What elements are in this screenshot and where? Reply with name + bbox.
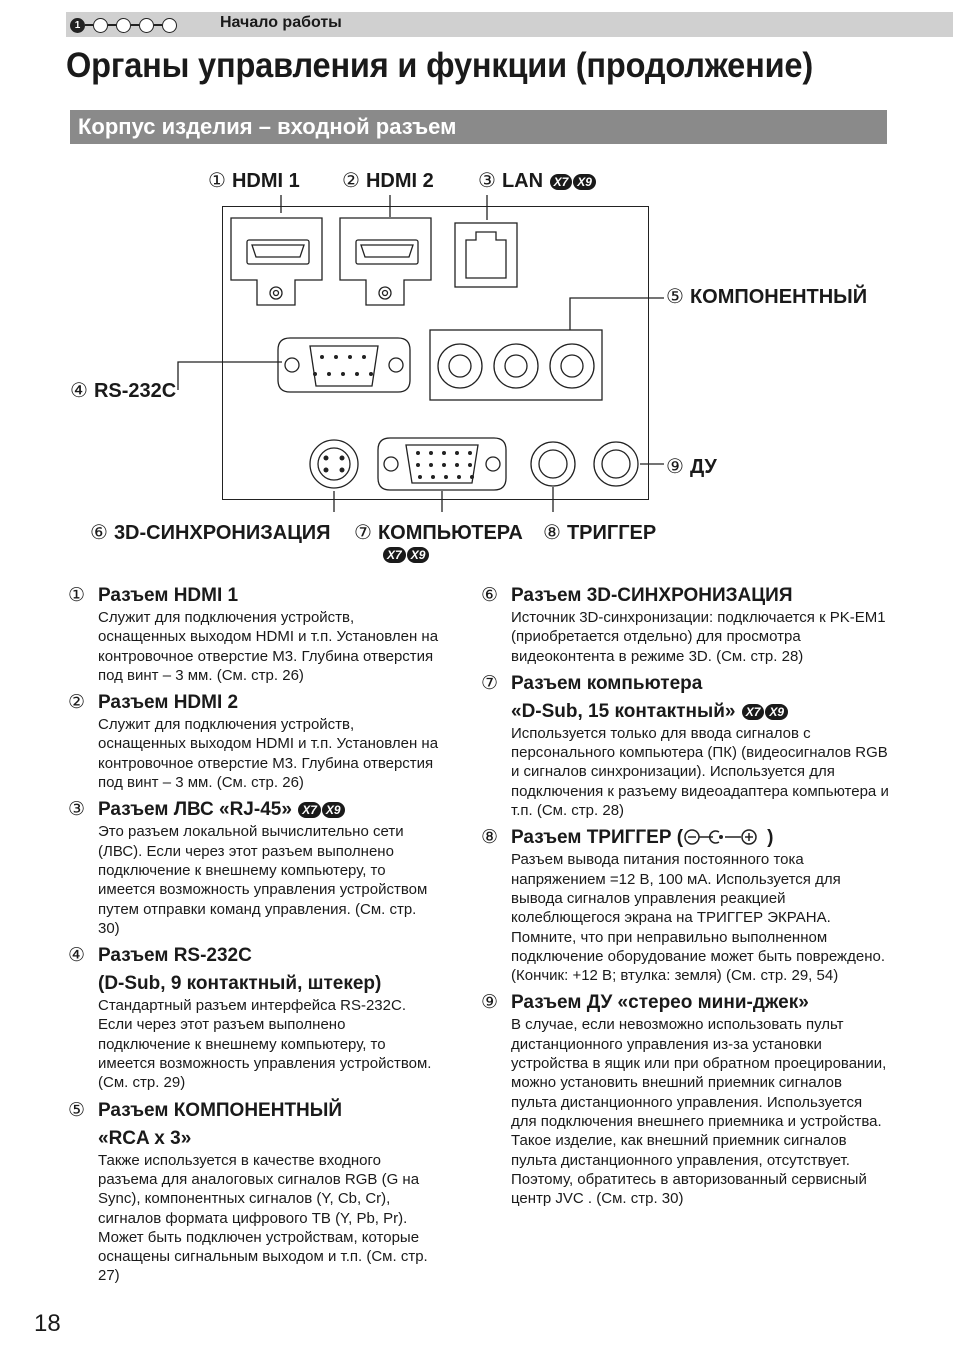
callout-3d-sync: ⑥ 3D-СИНХРОНИЗАЦИЯ — [90, 522, 331, 544]
right-column — [481, 584, 891, 1214]
x7-badge: X7 — [550, 174, 573, 190]
x7-badge: X7 — [298, 802, 321, 818]
item-remote: ⑨ Разъем ДУ «стерео мини-джек» В случае, если невозможно использовать пульт дистанционного управления из-за установки устройства в ящик или при обратном проецировании, можно установить внешний приемник сигналов пульта дистанционного управления. Используется для подключения внешнего приемника и устройства. Такое изделие, как внешний приемник сигналов пульта дистанционного управления, отсутствует. Поэтому, обратитесь в авторизованный сервисный центр JVC . (См. стр. 30) — [481, 992, 887, 1208]
item-lan: ③ Разъем ЛВС «RJ-45» X7 X9 Это разъем локальной вычислительно сети (ЛВС). Если через этот разъем выполнено подключение к внешнему компьютеру, то имеется возможность управления устройством путем отправки команд управления. (См. стр. 30) — [68, 799, 428, 937]
left-column — [68, 584, 440, 1292]
item-hdmi2: ② Разъем HDMI 2 Служит для подключения устройств, оснащенных выходом HDMI и т.п. Установлен на контровочное отверстие M3. Глубина отверстия под винт – 3 мм. (См. стр. 26) — [68, 692, 439, 792]
item-rs232c: ④ Разъем RS-232C (D-Sub, 9 контактный, штекер) Стандартный разъем интерфейса RS-232C. Если через этот разъем выполнено подключение к внешнему компьютеру, то имеется возможность управления устройством. (См. стр. 29) — [68, 945, 432, 1092]
item-component: ⑤ Разъем КОМПОНЕНТНЫЙ «RCA x 3» Также используется в качестве входного разъема для аналоговых сигналов RGB (G на Sync), компонентных сигналов (Y, Cb, Cr), сигналов формата цифрового ТВ (Y, Pb, Pr). Может быть подключен устройствам, которые оснащены сигнальным выходом и т.п. (См. стр. 27) — [68, 1099, 428, 1285]
section-name: Начало работы — [220, 14, 342, 31]
input-panel-frame — [222, 206, 649, 500]
x9-badge: X9 — [573, 174, 596, 190]
callout-trigger: ⑧ ТРИГГЕР — [543, 522, 657, 544]
item-3d-sync: ⑥ Разъем 3D-СИНХРОНИЗАЦИЯ Источник 3D-синхронизации: подключается к PK-EM1 (приобретается отдельно) для просмотра видеоконтента в режиме 3D. (См. стр. 28) — [481, 585, 886, 665]
x7-badge: X7 — [383, 547, 406, 563]
x9-badge: X9 — [765, 704, 788, 720]
x9-badge: X9 — [407, 547, 430, 563]
item-trigger: ⑧ Разъем ТРИГГЕР ( ) Разъем вывода питания постоянного тока напряжением =12 В, 100 мА. Используется для вывода сигналов управления реакцией колеблющегося экрана на ТРИГГЕР ЭКРАНА. Помните, что при неправильно выполненном подключение оборудование может быть повреждено. (Кончик: +12 В; втулка: земля) (См. стр. 29, 54) — [481, 827, 885, 985]
callout-rs232c: ④ RS-232C — [70, 380, 177, 402]
callout-computer: ⑦ КОМПЬЮТЕРА — [354, 522, 523, 544]
section-subtitle: Корпус изделия – входной разъем — [70, 110, 887, 144]
callout-computer-badges — [382, 546, 429, 563]
page-title: Органы управления и функции (продолжение) — [66, 46, 813, 85]
item-hdmi1: ① Разъем HDMI 1 Служит для подключения устройств, оснащенных выходом HDMI и т.п. Установлен на контровочное отверстие M3. Глубина отверстия под винт – 3 мм. (См. стр. 26) — [68, 585, 439, 684]
item-computer: ⑦ Разъем компьютера «D-Sub, 15 контактный» X7 X9 Используется только для ввода сигналов с персонального компьютера (ПК) (видеосигналов RGB и сигналов синхронизации). Используется для подключения к разъему видеоадаптера компьютера и т.п. (См. стр. 28) — [481, 672, 889, 820]
callout-component: ⑤ КОМПОНЕНТНЫЙ — [666, 286, 868, 308]
page-number: 18 — [34, 1310, 61, 1337]
callout-remote: ⑨ ДУ — [666, 456, 717, 478]
x9-badge: X9 — [322, 802, 345, 818]
step-indicator-1: 1 — [70, 18, 85, 33]
callout-lan: ③ LAN X7 X9 — [478, 168, 596, 193]
callout-hdmi1: ① HDMI 1 — [208, 170, 300, 192]
x7-badge: X7 — [742, 704, 765, 720]
callout-hdmi2: ② HDMI 2 — [342, 170, 434, 192]
dc-polarity-icon — [683, 828, 767, 846]
